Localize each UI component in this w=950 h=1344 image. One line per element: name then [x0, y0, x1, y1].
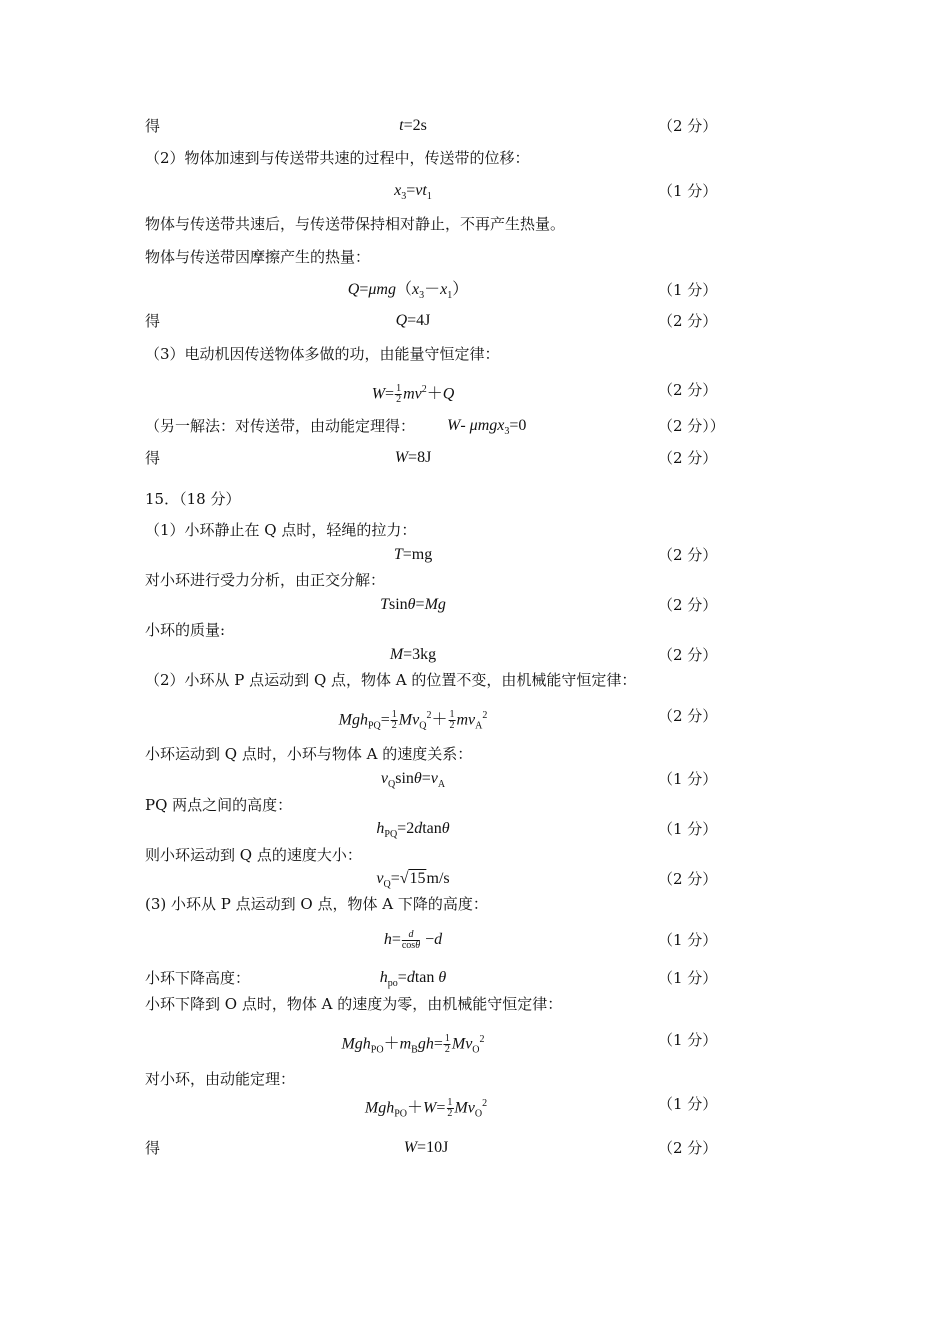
- equation: $x_3=vt_1$: [394, 182, 432, 203]
- text-line: 对小环进行受力分析，由正交分解：: [145, 571, 386, 589]
- equation: $Mgh_{PO}+m_Bgh=$ $\frac{1}{2}$ $Mv_O^2$: [341, 1033, 485, 1056]
- score-label: （2 分）: [658, 870, 718, 888]
- score-label: （1 分）: [658, 969, 718, 987]
- score-label: （2 分）: [658, 381, 718, 399]
- equation: M=3kg: [389, 646, 437, 663]
- score-label: （1 分）: [658, 770, 718, 788]
- text-line: 小环运动到 Q 点时，小环与物体 A 的速度关系：: [145, 745, 473, 763]
- text-line: 物体与传送带共速后，与传送带保持相对静止，不再产生热量。: [145, 215, 566, 233]
- equation: $h_{PQ}=2dtan\theta$: [376, 820, 450, 841]
- equation: $v_Q=√15m/s$: [376, 870, 450, 891]
- text-line: 小环下降高度：: [145, 969, 251, 987]
- equation: t=2s: [399, 117, 427, 134]
- equation: h= $\frac{d}{\cos\theta}$ −d: [383, 929, 443, 951]
- equation: T=mg: [393, 546, 433, 563]
- score-label: （2 分）: [658, 596, 718, 614]
- text-line: （2）物体加速到与传送带共速的过程中，传送带的位移：: [145, 149, 530, 167]
- score-label: （1 分）: [658, 931, 718, 949]
- equation: W=10J: [403, 1139, 449, 1156]
- equation: W=8J: [394, 449, 432, 466]
- text-line: 得: [145, 312, 161, 330]
- text-line: 对小环，由动能定理：: [145, 1070, 296, 1088]
- text-line: PQ 两点之间的高度：: [145, 796, 293, 814]
- problem-heading: 15．（18 分）: [145, 490, 241, 508]
- score-label: （1 分）: [658, 1031, 718, 1049]
- equation: W= $\frac{1}{2}$ $mv^2+Q$: [371, 383, 455, 406]
- text-line: （2）小环从 P 点运动到 Q 点，物体 A 的位置不变，由机械能守恒定律：: [145, 671, 637, 689]
- score-label: （1 分）: [658, 281, 718, 299]
- score-label: （1 分）: [658, 182, 718, 200]
- text-line: 得: [145, 449, 161, 467]
- score-label: （2 分））: [658, 417, 725, 435]
- equation: Mgh$_{PQ}$= $\frac{1}{2}$ $Mv_Q^2+$ $\frac{1}{2}$ $mv_A^2$: [338, 709, 488, 732]
- equation: $h_{po}=dtan$ θ: [379, 969, 447, 990]
- score-label: （2 分）: [658, 546, 718, 564]
- text-line: (3) 小环从 P 点运动到 O 点，物体 A 下降的高度：: [145, 895, 488, 913]
- equation: Mgh$_{PO}$＋W= $\frac{1}{2}$ $Mv_O^2$: [364, 1097, 488, 1120]
- equation: Tsinθ=Mg: [380, 596, 446, 613]
- text-line: （3）电动机因传送物体多做的功，由能量守恒定律：: [145, 345, 500, 363]
- score-label: （1 分）: [658, 820, 718, 838]
- equation: W- μmgx$_3$=0: [447, 417, 527, 438]
- equation: $v_Q\sin\theta=v_A$: [380, 770, 446, 791]
- score-label: （2 分）: [658, 312, 718, 330]
- equation: $Q=\mu mg(x_3-x_1)$: [347, 281, 469, 302]
- text-line: 物体与传送带因摩擦产生的热量：: [145, 248, 371, 266]
- score-label: （2 分）: [658, 646, 718, 664]
- text-line: （另一解法：对传送带，由动能定理得：: [145, 417, 416, 435]
- score-label: （1 分）: [658, 1095, 718, 1113]
- text-line: 小环下降到 O 点时，物体 A 的速度为零，由机械能守恒定律：: [145, 995, 563, 1013]
- score-label: （2 分）: [658, 1139, 718, 1157]
- text-line: 小环的质量:: [145, 621, 226, 639]
- text-line: 得: [145, 117, 161, 135]
- text-line: （1）小环静止在 Q 点时，轻绳的拉力：: [145, 521, 417, 539]
- text-line: 则小环运动到 Q 点的速度大小：: [145, 846, 362, 864]
- score-label: （2 分）: [658, 117, 718, 135]
- text-line: 得: [145, 1139, 161, 1157]
- score-label: （2 分）: [658, 449, 718, 467]
- score-label: （2 分）: [658, 707, 718, 725]
- equation: Q=4J: [395, 312, 431, 329]
